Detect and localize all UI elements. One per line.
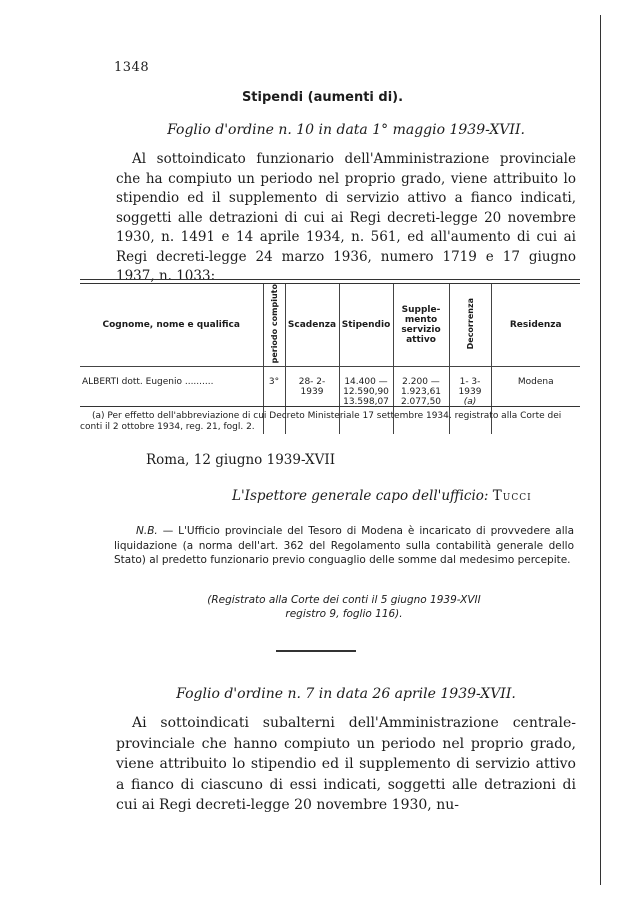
table-header-row xyxy=(80,284,580,367)
header-name: Cognome, nome e qualifica xyxy=(102,320,240,331)
cell-residence: Modena xyxy=(491,367,580,435)
place-date: Roma, 12 giugno 1939-XVII xyxy=(146,452,336,468)
supplement-line-2: 1.923,61 xyxy=(400,387,442,398)
nota-bene-label: N.B. xyxy=(136,525,158,537)
header-deadline: Scadenza xyxy=(285,284,339,367)
cell-deadline: 28- 2-1939 xyxy=(285,367,339,435)
supplement-line-3: 2.077,50 xyxy=(400,397,442,408)
order-2-title: Foglio d'ordine n. 7 in data 26 aprile 1939-XVII. xyxy=(176,686,516,702)
salary-line-3: 13.598,07 xyxy=(343,397,389,408)
page-edge-line xyxy=(600,15,601,885)
supplement-line-1: 2.200 — xyxy=(402,377,440,388)
section-title: Stipendi (aumenti di). xyxy=(241,90,404,105)
salary-line-2: 12.590,90 xyxy=(343,387,389,398)
footnote-text: (a) Per effetto dell'abbreviazione di cui Decreto Ministeriale 17 settembre 1934. registrato alla Corte dei conti il 2 ottobre 1934, reg. 21, fogl. 2. xyxy=(80,411,562,432)
header-supplement: Supple-mento servizio attivo xyxy=(393,284,449,367)
registration-line-1: (Registrato alla Corte dei conti il 5 giugno 1939-XVII xyxy=(207,594,481,606)
header-period-text: periodo compiuto xyxy=(269,284,279,364)
signature-name: Tucci xyxy=(492,488,532,504)
header-period xyxy=(263,284,285,367)
registration-note xyxy=(114,593,574,621)
effective-line-1: 1- 3-1939 xyxy=(458,377,482,398)
table-bottom-rule xyxy=(80,406,580,407)
effective-line-2: (a) xyxy=(463,397,477,408)
table-footnote xyxy=(80,411,580,433)
header-residence: Residenza xyxy=(491,284,580,367)
order-1-title: Foglio d'ordine n. 10 in data 1° maggio 1939-XVII. xyxy=(167,122,525,138)
cell-name: ALBERTI dott. Eugenio .......... xyxy=(82,377,214,388)
registration-line-2: registro 9, foglio 116). xyxy=(285,608,403,620)
order-1-paragraph xyxy=(116,150,576,287)
page-number: 1348 xyxy=(114,60,150,75)
order-1-paragraph-text: Al sottoindicato funzionario dell'Amministrazione provinciale che ha compiuto un periodo nel proprio grado, viene attribuito lo stipendio ed il supplemento di servizio attivo a fianco indicati, soggetti alle detrazioni di cui ai Regi decreti-legge 20 novembre 1930, n. 1491 e 14 aprile 1934, n. 561, ed all'aumento di cui ai Regi decreti-legge 24 marzo 1936, numero 1719 e 17 giugno 1937, n. 1033: xyxy=(116,151,576,284)
header-effective-text: Decorrenza xyxy=(465,298,475,350)
header-effective xyxy=(449,284,491,367)
header-salary: Stipendio xyxy=(339,284,393,367)
order-2-paragraph xyxy=(116,713,576,816)
section-divider xyxy=(276,650,356,652)
salary-line-1: 14.400 — xyxy=(344,377,388,388)
nota-bene-block xyxy=(114,524,574,568)
cell-period: 3° xyxy=(263,367,285,435)
order-2-paragraph-text: Ai sottoindicati subalterni dell'Amministrazione centrale-provinciale che hanno compiuto un periodo nel proprio grado, viene attribuito lo stipendio ed il supplemento di servizio attivo a fianco di ciascuno di essi indicati, soggetti alle detrazioni di cui ai Regi decreti-legge 20 novembre 1930, nu- xyxy=(116,715,576,813)
nota-bene xyxy=(114,524,574,568)
signature-title: L'Ispettore generale capo dell'ufficio: xyxy=(232,488,489,504)
nota-bene-text: — L'Ufficio provinciale del Tesoro di Modena è incaricato di provvedere alla liquidazione (a norma dell'art. 362 del Regolamento sulla contabilità generale dello Stato) al predetto funzionario previo conguaglio delle somme dal medesimo percepite. xyxy=(114,525,574,566)
signature xyxy=(232,488,532,504)
